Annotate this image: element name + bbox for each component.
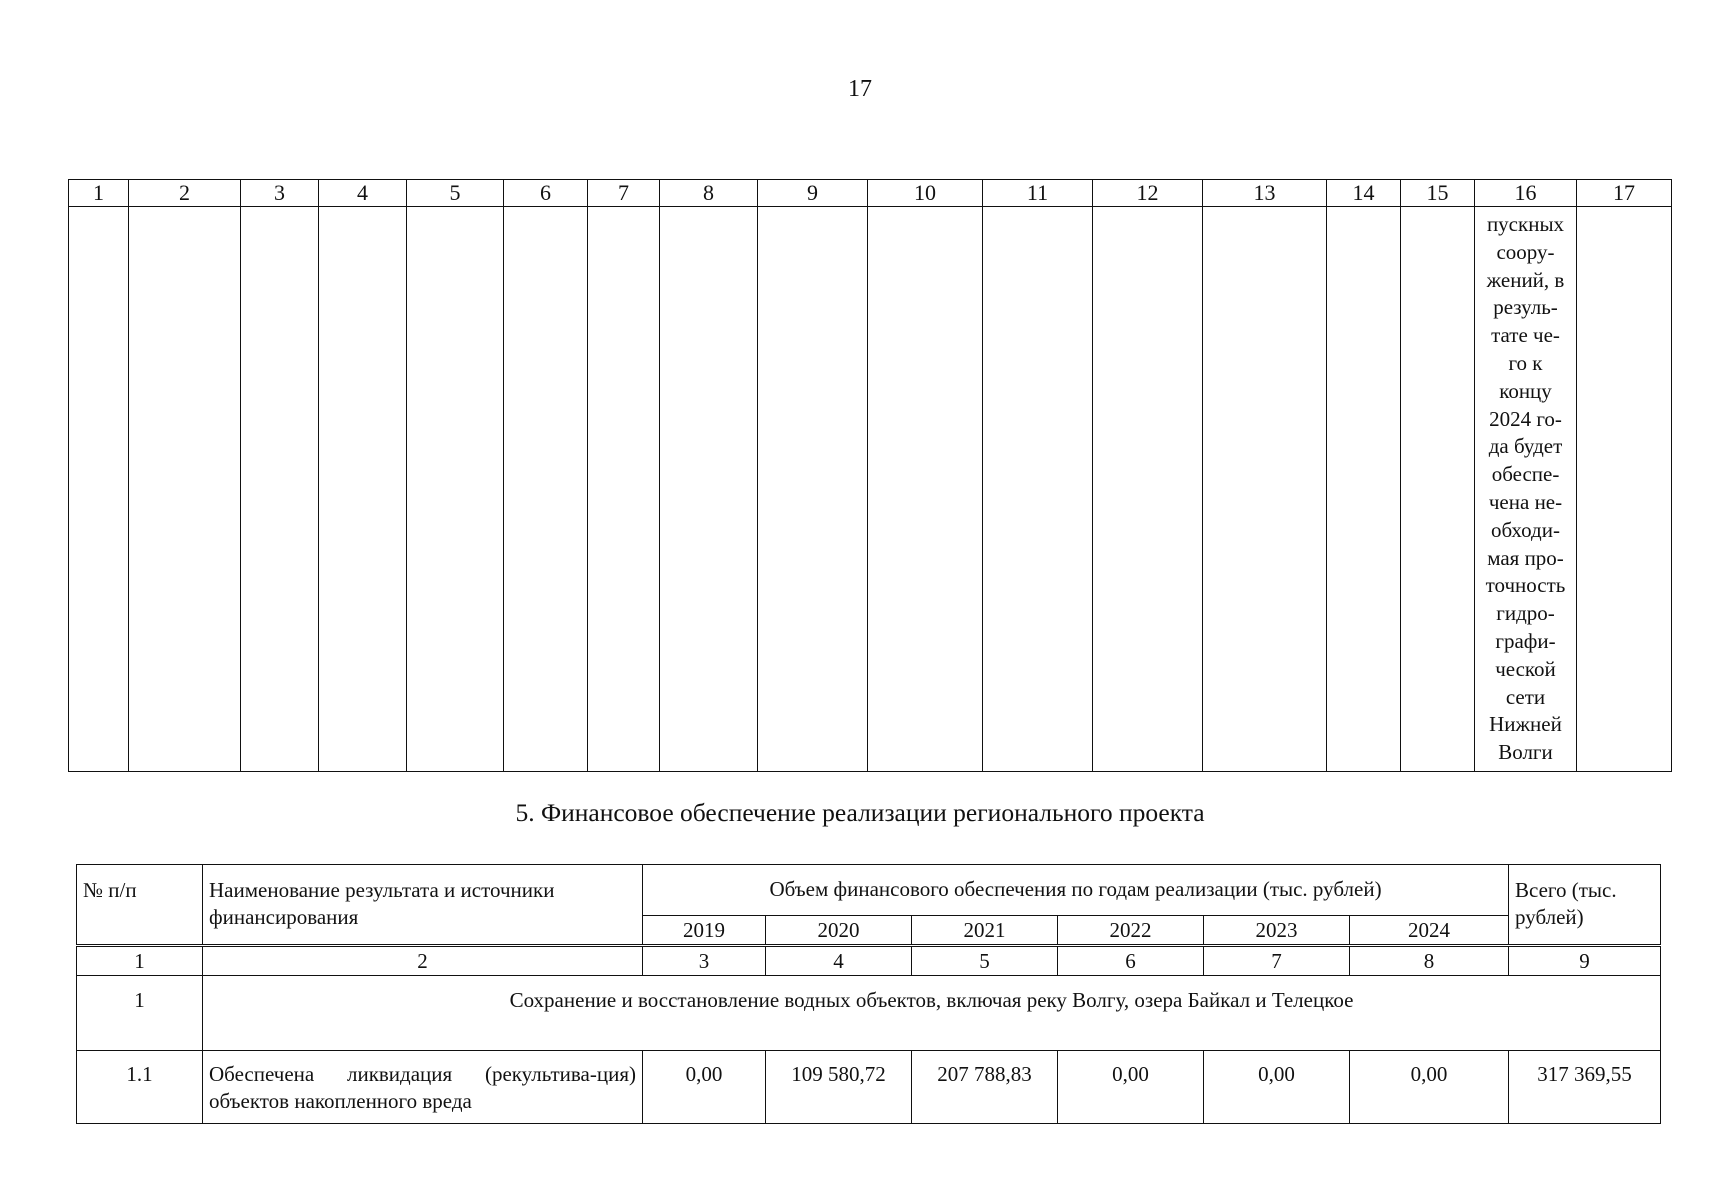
column-number: 6 [504, 180, 588, 207]
column-number: 3 [241, 180, 319, 207]
table-cell [660, 207, 758, 772]
column-number: 6 [1058, 946, 1204, 976]
table-cell [588, 207, 660, 772]
column-number: 7 [588, 180, 660, 207]
text-line: сети [1505, 684, 1546, 709]
table-cell [319, 207, 407, 772]
row-index: 1.1 [77, 1051, 203, 1124]
table-cell [407, 207, 504, 772]
column-number: 14 [1327, 180, 1401, 207]
column-number: 17 [1577, 180, 1672, 207]
column-number-row [77, 946, 1661, 976]
column-number: 9 [1509, 946, 1661, 976]
year-header: 2021 [912, 916, 1058, 946]
continuation-table [68, 179, 1672, 772]
table-cell [69, 207, 129, 772]
table-cell [129, 207, 241, 772]
table-row [77, 1051, 1661, 1124]
value-2019: 0,00 [643, 1051, 766, 1124]
text-line: чена не- [1488, 489, 1563, 514]
column-number: 8 [1350, 946, 1509, 976]
column-number: 9 [758, 180, 868, 207]
header-total: Всего (тыс. рублей) [1509, 865, 1661, 946]
column-number: 3 [643, 946, 766, 976]
value-2021: 207 788,83 [912, 1051, 1058, 1124]
header-name: Наименование результата и источники финансирования [203, 865, 643, 946]
text-line: графи- [1495, 628, 1556, 653]
section-index: 1 [77, 976, 203, 1051]
value-2022: 0,00 [1058, 1051, 1204, 1124]
text-line: ческой [1495, 656, 1556, 681]
text-line: точность [1485, 573, 1566, 598]
text-line: мая про- [1487, 545, 1564, 570]
column-number: 8 [660, 180, 758, 207]
header-volume: Объем финансового обеспечения по годам реализации (тыс. рублей) [643, 865, 1509, 916]
text-line: тате че- [1491, 323, 1560, 348]
value-2023: 0,00 [1204, 1051, 1350, 1124]
row-name: Обеспечена ликвидация (рекультива-ция) объектов накопленного вреда [203, 1051, 643, 1124]
column-number: 4 [319, 180, 407, 207]
table-cell [241, 207, 319, 772]
text-line: Нижней [1489, 712, 1562, 737]
column-number: 12 [1093, 180, 1203, 207]
section-heading: 5. Финансовое обеспечение реализации регионального проекта [515, 798, 1205, 827]
table-cell [1577, 207, 1672, 772]
column-number-row [69, 180, 1672, 207]
text-line: обеспе- [1491, 462, 1560, 487]
text-line: резуль- [1493, 295, 1558, 320]
column-16-text [1475, 207, 1577, 772]
column-number: 1 [77, 946, 203, 976]
table-cell [1203, 207, 1327, 772]
section-title: Сохранение и восстановление водных объектов, включая реку Волгу, озера Байкал и Телецкое [203, 976, 1661, 1051]
year-header: 2020 [766, 916, 912, 946]
column-number: 7 [1204, 946, 1350, 976]
section-row [77, 976, 1661, 1051]
text-line: го к [1508, 350, 1543, 375]
text-line: жений, в [1486, 267, 1565, 292]
column-number: 4 [766, 946, 912, 976]
column-number: 13 [1203, 180, 1327, 207]
table-cell [1327, 207, 1401, 772]
table-cell [868, 207, 983, 772]
text-line: 2024 го- [1489, 406, 1562, 431]
table-cell [1093, 207, 1203, 772]
column-number: 1 [69, 180, 129, 207]
column-number: 2 [129, 180, 241, 207]
column-number: 11 [983, 180, 1093, 207]
header-row [77, 865, 1661, 916]
column-number: 10 [868, 180, 983, 207]
text-line: концу [1499, 378, 1552, 403]
text-line: пускных [1486, 212, 1565, 236]
year-header: 2022 [1058, 916, 1204, 946]
year-header: 2023 [1204, 916, 1350, 946]
column-number: 5 [407, 180, 504, 207]
year-header: 2019 [643, 916, 766, 946]
continuation-row [69, 207, 1672, 772]
text-line: обходи- [1491, 517, 1560, 542]
column-number: 2 [203, 946, 643, 976]
header-num: № п/п [77, 865, 203, 946]
table-cell [1401, 207, 1475, 772]
value-total: 317 369,55 [1509, 1051, 1661, 1124]
column-number: 5 [912, 946, 1058, 976]
column-number: 15 [1401, 180, 1475, 207]
table-cell [504, 207, 588, 772]
year-header: 2024 [1350, 916, 1509, 946]
page-number: 17 [848, 76, 872, 102]
text-line: да будет [1488, 434, 1563, 459]
table-cell [983, 207, 1093, 772]
text-line: Волги [1498, 740, 1553, 765]
text-line: гидро- [1496, 601, 1555, 626]
column-number: 16 [1475, 180, 1577, 207]
table-cell [758, 207, 868, 772]
value-2020: 109 580,72 [766, 1051, 912, 1124]
financing-table [76, 864, 1661, 1124]
value-2024: 0,00 [1350, 1051, 1509, 1124]
text-line: соору- [1496, 239, 1555, 264]
